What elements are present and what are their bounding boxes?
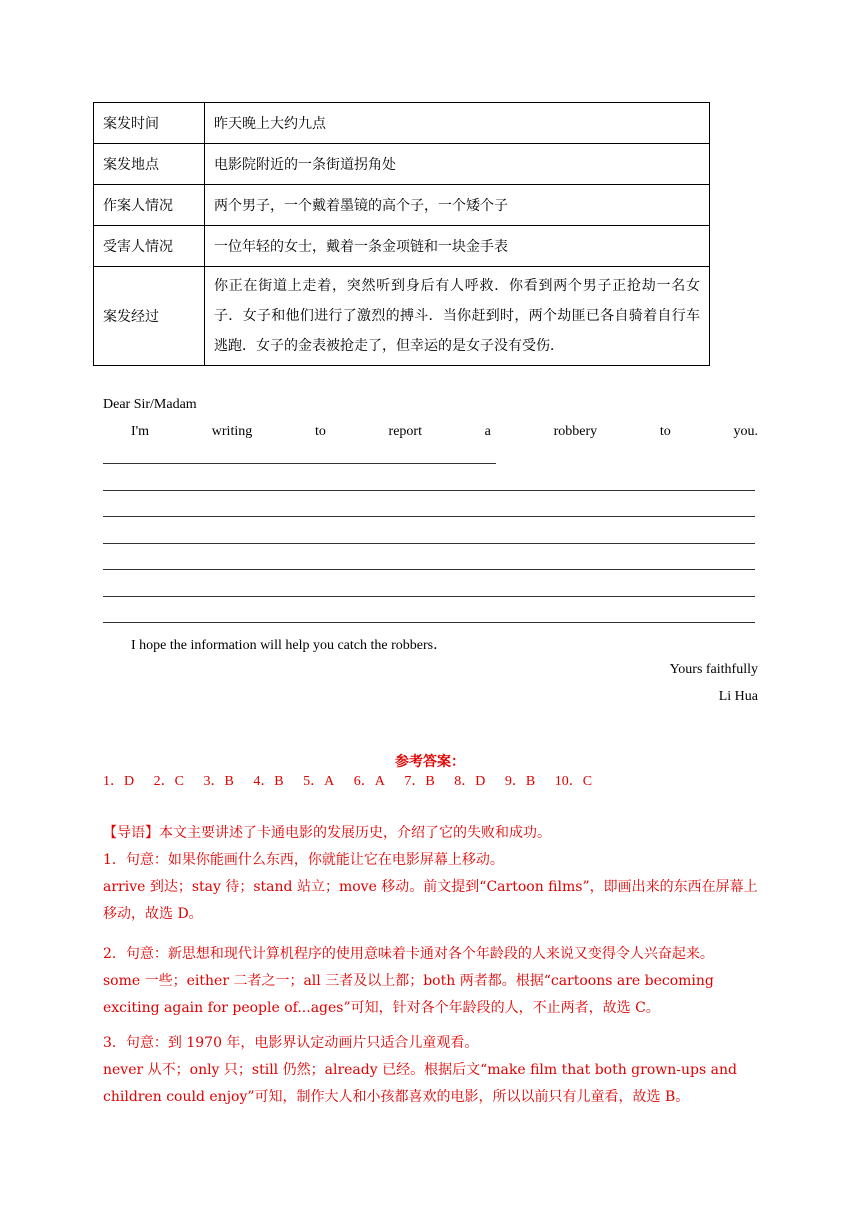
row-label: 案发地点: [94, 144, 205, 185]
letter-signature: Li Hua: [718, 689, 758, 704]
explanation-lead: [103, 820, 758, 847]
writing-line: [103, 463, 496, 464]
letter-sign-off: Yours faithfully: [669, 662, 758, 677]
opening-word: to: [659, 424, 671, 439]
opening-word: to: [314, 424, 326, 439]
row-value: 昨天晚上大约九点: [205, 103, 710, 144]
opening-word: I'm: [131, 424, 150, 439]
answer-item: 4．B: [253, 774, 284, 789]
q2-body: some 一些；either 二者之一；all 三者及以上都；both 两者都。根据“cartoons are becoming exciting again for people of...ages”可知，针对各个年龄段的人，不止两者，故选 C。: [103, 973, 714, 1016]
opening-word: report: [388, 424, 422, 439]
answer-item: 2．C: [153, 774, 184, 789]
letter-opening-sentence: [131, 424, 758, 440]
writing-line: [103, 622, 755, 623]
q3-body: never 从不；only 只；still 仍然；already 已经。根据后文“make film that both grown-ups and children could enjoy”可知，制作大人和小孩都喜欢的电影，所以以前只有儿童看，故选 B。: [103, 1062, 737, 1105]
answer-item: 5．A: [303, 774, 335, 789]
answer-key-title: 参考答案：: [395, 754, 465, 770]
opening-word: robbery: [553, 424, 598, 439]
answer-item: 8．D: [454, 774, 486, 789]
table-row: [94, 226, 710, 267]
explanation-q2: [103, 941, 758, 1022]
row-label: 作案人情况: [94, 185, 205, 226]
q1-body: arrive 到达；stay 待；stand 站立；move 移动。前文提到“Cartoon films”，即画出来的东西在屏幕上移动，故选 D。: [103, 879, 758, 922]
answer-key-list: [103, 770, 608, 790]
answer-item: 1．D: [103, 774, 135, 789]
row-value: 一位年轻的女士，戴着一条金项链和一块金手表: [205, 226, 710, 267]
writing-line: [103, 490, 755, 491]
writing-line: [103, 516, 755, 517]
explanation-q3: [103, 1030, 758, 1111]
q2-title: 2．句意：新思想和现代计算机程序的使用意味着卡通对各个年龄段的人来说又变得令人兴奋起来。: [103, 946, 714, 962]
row-label: 案发时间: [94, 103, 205, 144]
explanation-q1: [103, 847, 758, 928]
row-label: 受害人情况: [94, 226, 205, 267]
writing-line: [103, 543, 755, 544]
table-row: [94, 144, 710, 185]
q3-title: 3．句意：到 1970 年，电影界认定动画片只适合儿童观看。: [103, 1035, 479, 1051]
letter-greeting: Dear Sir/Madam: [103, 397, 197, 412]
opening-word: writing: [211, 424, 253, 439]
answer-item: 3．B: [203, 774, 234, 789]
row-value: 电影院附近的一条街道拐角处: [205, 144, 710, 185]
table-row: [94, 185, 710, 226]
lead-text: 【导语】本文主要讲述了卡通电影的发展历史，介绍了它的失败和成功。: [103, 825, 551, 841]
row-value: 两个男子，一个戴着墨镜的高个子，一个矮个子: [205, 185, 710, 226]
row-label: 案发经过: [94, 267, 205, 366]
table-row: [94, 267, 710, 366]
answer-item: 7．B: [404, 774, 435, 789]
writing-line: [103, 569, 755, 570]
row-value: 你正在街道上走着，突然听到身后有人呼救．你看到两个男子正抢劫一名女子．女子和他们进行了激烈的搏斗．当你赶到时，两个劫匪已各自骑着自行车逃跑．女子的金表被抢走了，但幸运的是女子没有受伤．: [205, 267, 710, 366]
q1-title: 1．句意：如果你能画什么东西，你就能让它在电影屏幕上移动。: [103, 852, 504, 868]
answer-item: 10．C: [554, 774, 593, 789]
opening-word: you.: [733, 424, 758, 439]
case-info-table: [93, 102, 710, 366]
writing-line: [103, 596, 755, 597]
answer-item: 6．A: [353, 774, 385, 789]
answer-item: 9．B: [504, 774, 536, 789]
table-row: [94, 103, 710, 144]
letter-closing-line: I hope the information will help you catch the robbers．: [131, 638, 448, 653]
opening-word: a: [484, 424, 491, 439]
